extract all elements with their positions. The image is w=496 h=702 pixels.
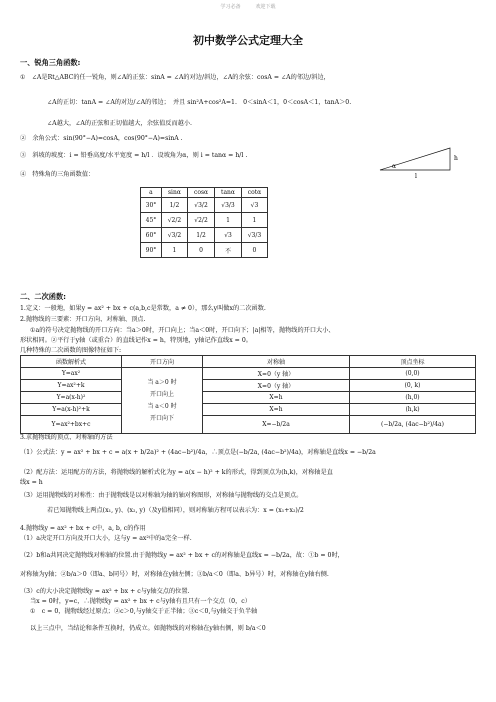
table-header: sinα	[161, 188, 187, 198]
opening-line: 开口向下	[149, 414, 174, 422]
table-cell: √3/2	[187, 198, 214, 213]
table-row	[141, 228, 268, 243]
quad-three-elements: 2.抛物线的三要素：开口方向、对称轴、顶点.	[20, 316, 146, 323]
table-cell: 1	[161, 243, 187, 258]
quad-opening: ①a的符号决定抛物线的开口方向：当a＞0时，开口向上；当a＜0时，开口向下；|a|相等，抛物线的开口大小、	[30, 327, 335, 334]
vertex-methods-heading: 3.求抛物线的顶点、对称轴的方法	[20, 434, 113, 441]
trig-definition: ① ∠A是Rt△ABC的任一锐角，则∠A的正弦：sinA = ∠A的对边/斜边，∠A的余弦：cosA = ∠A的邻边/斜边，	[20, 74, 330, 81]
table-cell: X=0（y 轴）	[203, 368, 350, 380]
table-cell: 30°	[141, 198, 162, 213]
quad-special-intro: 几种特殊的二次函数的图像特征如下:	[20, 347, 122, 354]
table-cell: 45°	[141, 213, 162, 228]
role-of-a: （1）a决定开口方向及开口大小，这与y = ax²中的a完全一样.	[20, 535, 192, 542]
slope-triangle	[360, 140, 470, 180]
table-header: 开口方向	[122, 356, 203, 368]
role-of-c: （3）c的大小决定抛物线y = ax² + bx + c与y轴交点的位置.	[20, 588, 190, 595]
converse-note: 以上三点中，当结论和条件互换时，仍成立。如抛物线的对称轴在y轴右侧，则 b/a＜0	[30, 625, 266, 632]
table-cell: 0	[187, 243, 214, 258]
trig-slope: ③ 斜坡的坡度：i = 铅垂高度/水平宽度 = h/l ．设坡角为α，则 i = tanα = h/l .	[20, 152, 248, 159]
trig-special-values: ④ 特殊角的三角函数值：	[20, 171, 95, 178]
slope-l-label: l	[415, 173, 417, 180]
trig-monotonic: ∠A越大，∠A的正弦和正切值越大，余弦值反而越小.	[47, 120, 193, 127]
table-cell: Y=a(x-h)²	[21, 392, 122, 404]
table-row	[21, 368, 476, 380]
table-row	[21, 416, 476, 434]
table-cell: √3/3	[215, 198, 242, 213]
table-header: tanα	[215, 188, 242, 198]
role-of-b-cases: 对称轴为y轴；②b/a＞0（即a、b同号）时，对称轴在y轴左侧；③b/a＜0（即a、b异号）时，对称轴在y轴右侧.	[20, 571, 329, 578]
table-cell: √3	[215, 228, 242, 243]
table-header: a	[141, 188, 162, 198]
table-cell: (0,0)	[350, 368, 476, 380]
table-cell: 1	[241, 213, 267, 228]
formula-method: （1）公式法：y = ax² + bx + c = a(x + b/2a)² + (4ac−b²)/4a，∴顶点是(−b/2a, (4ac−b²)/4a)，对称轴是直线x = −b/2a	[20, 449, 376, 456]
table-row	[21, 392, 476, 404]
complete-square-method: （2）配方法：运用配方的方法，将抛物线的解析式化为y = a(x − h)² + k的形式，得到顶点为(h,k)，对称轴是直	[20, 469, 333, 476]
opening-direction-cell	[122, 368, 203, 434]
table-cell: 0	[241, 243, 267, 258]
table-cell: X=h	[203, 392, 350, 404]
section-trig: 一、锐角三角函数:	[20, 58, 81, 67]
quad-parallel-line: 形状相同。②平行于y轴（或重合）的直线记作x = h，特别地，y轴记作直线x = 0。	[20, 337, 252, 344]
special-angle-table	[140, 187, 268, 258]
table-cell: (h,0)	[350, 392, 476, 404]
table-cell: √3/2	[161, 228, 187, 243]
table-header-row	[141, 188, 268, 198]
table-cell: X=h	[203, 404, 350, 416]
y-intercept: 当x = 0时，y=c，∴抛物线y = ax² + bx + c与y轴有且只有一个交点（0，c）	[30, 598, 251, 605]
page-title: 初中数学公式定理大全	[193, 34, 303, 47]
opening-line: 当 a＜0 时	[147, 402, 177, 410]
opening-line: 开口向上	[149, 390, 174, 398]
table-cell: 90°	[141, 243, 162, 258]
table-cell: 1/2	[161, 198, 187, 213]
table-row	[141, 213, 268, 228]
slope-alpha-label: α	[392, 163, 397, 170]
symmetry-method: （3）运用抛物线的对称性：由于抛物线是以对称轴为轴的轴对称图形，对称轴与抛物线的交点是顶点。	[20, 492, 303, 499]
parabola-table	[20, 355, 476, 434]
table-cell: Y=ax²	[21, 368, 122, 380]
coefficient-roles-heading: 4.抛物线y = ax² + bx + c中，a, b, c的作用	[20, 525, 146, 532]
trig-complement: ② 余角公式：sin(90°−A)=cosA，cos(90°−A)=sinA .	[20, 135, 183, 142]
table-row	[141, 198, 268, 213]
table-cell: 1/2	[187, 228, 214, 243]
table-cell: 不	[215, 243, 242, 258]
c-cases: ① c = 0，抛物线经过原点；②c＞0,与y轴交于正半轴；③c＜0,与y轴交于负半轴	[30, 608, 258, 615]
table-row	[21, 404, 476, 416]
table-cell: 1	[215, 213, 242, 228]
slope-h-label: h	[454, 155, 458, 162]
trig-tangent: ∠A的正切：tanA = ∠A的对边/∠A的邻边； 并且 sin²A+cos²A=1. 0＜sinA＜1，0＜cosA＜1，tanA＞0.	[47, 99, 352, 106]
table-row	[141, 243, 268, 258]
table-cell: √3/3	[241, 228, 267, 243]
role-of-b: （2）b和a共同决定抛物线对称轴的位置.由于抛物线y = ax² + bx + c的对称轴是直线x = −b/2a，故：①b = 0时，	[20, 552, 344, 559]
table-cell: Y=ax²+k	[21, 380, 122, 392]
table-header: 函数解析式	[21, 356, 122, 368]
table-cell: (−b/2a, (4ac−b²)/4a)	[350, 416, 476, 434]
table-cell: Y=ax²+bx+c	[21, 416, 122, 434]
table-cell: √3	[241, 198, 267, 213]
section-quadratic: 二、二次函数:	[20, 292, 66, 301]
table-cell: Y=a(x-h)²+k	[21, 404, 122, 416]
table-header: cotα	[241, 188, 267, 198]
table-cell: 60°	[141, 228, 162, 243]
table-cell: (0, k)	[350, 380, 476, 392]
table-cell: √2/2	[187, 213, 214, 228]
table-cell: X=−b/2a	[203, 416, 350, 434]
table-header: 对称轴	[203, 356, 350, 368]
quad-definition: 1.定义：一般地，如果y = ax² + bx + c(a,b,c是常数，a ≠ 0），那么y叫做x的二次函数.	[20, 305, 266, 312]
table-header: cosα	[187, 188, 214, 198]
table-header: 顶点坐标	[350, 356, 476, 368]
table-header-row	[21, 356, 476, 368]
page-header: 学习必备 欢迎下载	[220, 4, 276, 10]
opening-line: 当 a＞0 时	[147, 378, 177, 386]
table-cell: (h,k)	[350, 404, 476, 416]
table-row	[21, 380, 476, 392]
complete-square-axis: 线x = h	[20, 479, 43, 486]
table-cell: X=0（y 轴）	[203, 380, 350, 392]
table-cell: √2/2	[161, 213, 187, 228]
two-point-axis: 若已知抛物线上两点(x₁, y)、(x₂, y)（及y值相同），则对称轴方程可以表示为：x = (x₁+x₂)/2	[47, 507, 304, 514]
